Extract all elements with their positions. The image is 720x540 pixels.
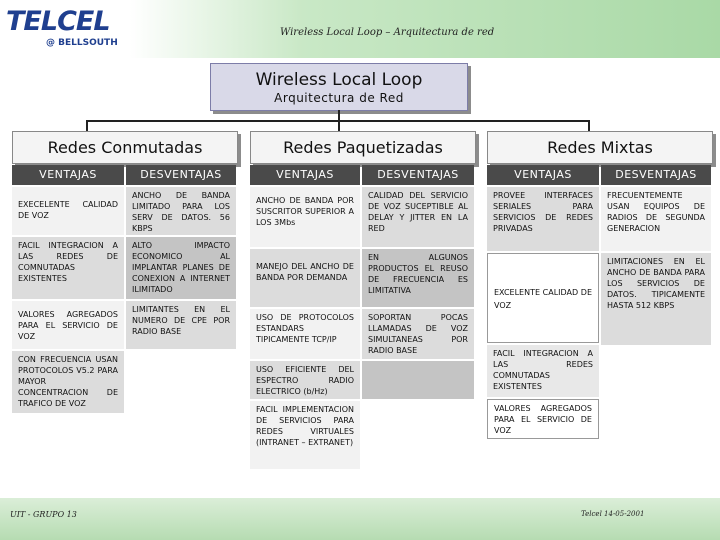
mixtas-ventaja-1: PROVEE INTERFACES SERIALES PARA SERVICIOS DE REDES PRIVADAS	[487, 187, 599, 251]
mixtas-ventajas-header: VENTAJAS	[487, 165, 599, 185]
mixtas-ventaja-4: VALORES AGREGADOS PARA EL SERVICIO DE VOZ	[487, 399, 599, 439]
main-title-box	[210, 63, 468, 111]
paquetizadas-ventaja-4: USO EFICIENTE DEL ESPECTRO RADIO ELECTRICO (b/Hz)	[250, 361, 360, 399]
conmutadas-ventaja-1: EXECELENTE CALIDAD DE VOZ	[12, 187, 124, 235]
mixtas-desventaja-1: FRECUENTEMENTE USAN EQUIPOS DE RADIOS DE SEGUNDA GENERACION	[601, 187, 711, 251]
footer-bar	[0, 498, 720, 540]
footer-date: Telcel 14-05-2001	[581, 510, 645, 518]
conmutadas-ventaja-2: FACIL INTEGRACION A LAS REDES DE COMNUTADAS EXISTENTES	[12, 237, 124, 299]
conmutadas-ventajas-header: VENTAJAS	[12, 165, 124, 185]
category-redes-conmutadas: Redes Conmutadas	[12, 131, 238, 164]
paquetizadas-desventaja-1: CALIDAD DEL SERVICIO DE VOZ SUCEPTIBLE AL DELAY Y JITTER EN LA RED	[362, 187, 474, 247]
conmutadas-ventaja-4: CON FRECUENCIA USAN PROTOCOLOS V5.2 PARA MAYOR CONCENTRACION DE TRAFICO DE VOZ	[12, 351, 124, 413]
paquetizadas-desventaja-2: EN ALGUNOS PRODUCTOS EL REUSO DE FRECUENCIA ES LIMITATIVA	[362, 249, 474, 307]
paquetizadas-ventaja-1: ANCHO DE BANDA POR SUSCRITOR SUPERIOR A LOS 3Mbs	[250, 187, 360, 247]
footer-group-label: UIT - GRUPO 13	[10, 510, 77, 519]
paquetizadas-ventajas-header: VENTAJAS	[250, 165, 360, 185]
conmutadas-desventaja-2: ALTO IMPACTO ECONOMICO AL IMPLANTAR PLANES DE CONEXION A INTERNET ILIMITADO	[126, 237, 236, 299]
paquetizadas-ventaja-5: FACIL IMPLEMENTACION DE SERVICIOS PARA REDES VIRTUALES (INTRANET – EXTRANET)	[250, 401, 360, 469]
category-redes-mixtas: Redes Mixtas	[487, 131, 713, 164]
conmutadas-desventaja-1: ANCHO DE BANDA LIMITADO PARA LOS SERV DE DATOS. 56 KBPS	[126, 187, 236, 235]
connector-middle	[338, 120, 340, 131]
connector-left	[86, 120, 88, 131]
paquetizadas-desventaja-empty	[362, 361, 474, 399]
mixtas-ventaja-3: FACIL INTEGRACION A LAS REDES COMNUTADAS EXISTENTES	[487, 345, 599, 397]
main-title: Wireless Local Loop	[255, 70, 423, 90]
conmutadas-desventaja-3: LIMITANTES EN EL NUMERO DE CPE POR RADIO BASE	[126, 301, 236, 349]
logo-subtext: @ BELLSOUTH	[46, 38, 118, 48]
telcel-logo	[6, 6, 124, 50]
conmutadas-desventajas-header: DESVENTAJAS	[126, 165, 236, 185]
mixtas-desventajas-header: DESVENTAJAS	[601, 165, 711, 185]
header-title: Wireless Local Loop – Arquitectura de red	[280, 27, 495, 38]
mixtas-ventaja-2: EXCELENTE CALIDAD DE VOZ	[487, 253, 599, 343]
paquetizadas-desventaja-3: SOPORTAN POCAS LLAMADAS DE VOZ SIMULTANEAS POR RADIO BASE	[362, 309, 474, 359]
paquetizadas-desventajas-header: DESVENTAJAS	[362, 165, 474, 185]
paquetizadas-ventaja-2: MANEJO DEL ANCHO DE BANDA POR DEMANDA	[250, 249, 360, 307]
connector-right	[588, 120, 590, 131]
main-subtitle: Arquitectura de Red	[274, 91, 404, 105]
logo-text: TELCEL	[6, 6, 110, 37]
mixtas-desventaja-2: LIMITACIONES EN EL ANCHO DE BANDA PARA LOS SERVICIOS DE DATOS. TIPICAMENTE HASTA 512 KBPS	[601, 253, 711, 345]
paquetizadas-ventaja-3: USO DE PROTOCOLOS ESTANDARS TIPICAMENTE TCP/IP	[250, 309, 360, 359]
category-redes-paquetizadas: Redes Paquetizadas	[250, 131, 476, 164]
conmutadas-ventaja-3: VALORES AGREGADOS PARA EL SERVICIO DE VOZ	[12, 301, 124, 349]
